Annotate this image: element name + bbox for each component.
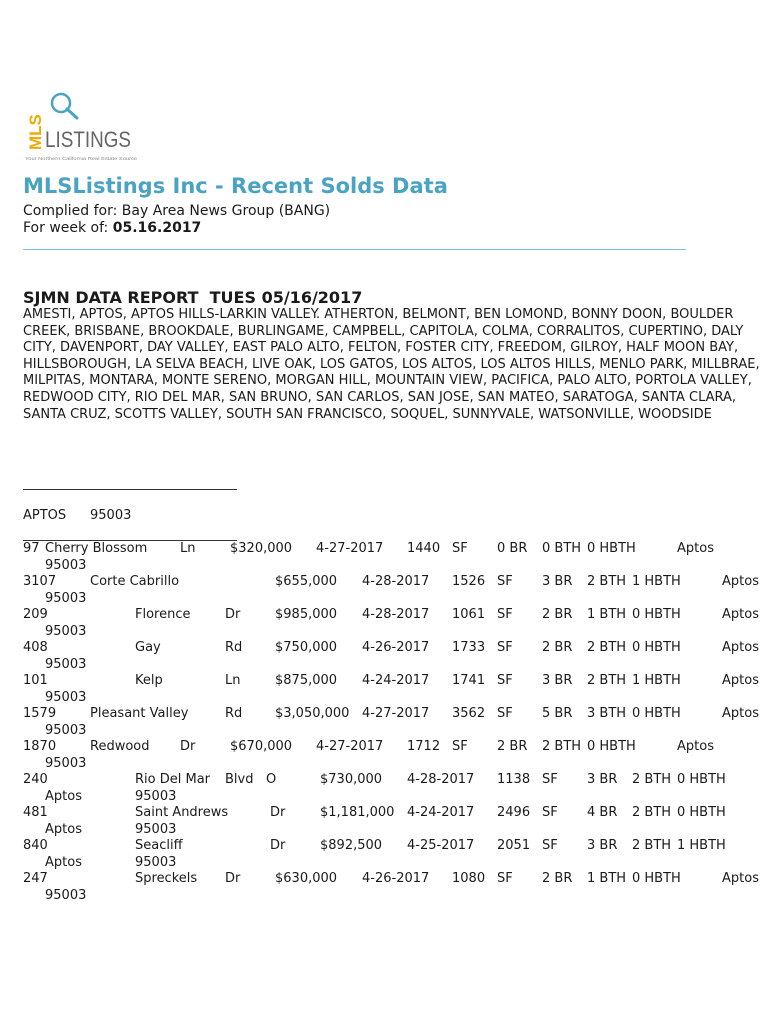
sale-bth: 2 BTH [632,838,672,853]
section-city: APTOS [23,508,67,523]
sale-sqft: 1138 [497,772,531,787]
sale-num: 247 [23,871,48,886]
page-title: MLSListings Inc - Recent Solds Data [23,174,448,198]
sale-bth: 1 BTH [587,871,627,886]
mls-listings-logo [23,88,153,168]
sale-br: 2 BR [497,739,528,754]
sale-type: Rd [225,706,243,721]
sale-city: Aptos [722,871,759,886]
compiled-for [23,203,330,219]
city-list: AMESTI, APTOS, APTOS HILLS-LARKIN VALLEY. ATHERTON, BELMONT, BEN LOMOND, BONNY DOON, BOULDER CREEK, BRISBANE, BROOKDALE, BURLINGAME, CAMPBELL, CAPITOLA, COLMA, CORRALITOS, CUPERTINO, DALY CITY, DAVENPORT, DAY VALLEY, EAST PALO ALTO, FELTON, FOSTER CITY, FREEDOM, GILROY, HALF MOON BAY, HILLSBOROUGH, LA SELVA BEACH, LIVE OAK, LOS GATOS, LOS ALTOS, LOS ALTOS HILLS, MENLO PARK, MILLBRAE, MILPITAS, MONTARA, MONTE SERENO, MORGAN HILL, MOUNTAIN VIEW, PACIFICA, PALO ALTO, PORTOLA VALLEY, REDWOOD CITY, RIO DEL MAR, SAN BRUNO, SAN CARLOS, SAN JOSE, SAN MATEO, SARATOGA, SANTA CLARA, SANTA CRUZ, SCOTTS VALLEY, SOUTH SAN FRANCISCO, SOQUEL, SUNNYVALE, WATSONVILLE, WOODSIDE [23,307,760,422]
sale-extra: O [266,772,277,787]
sale-num: 1870 [23,739,57,754]
sale-zip: 95003 [45,623,87,639]
sale-sqft: 3562 [452,706,486,721]
sale-num: 209 [23,607,48,622]
magnifier-logo-icon [23,88,153,168]
sale-sqft: 1440 [407,541,441,556]
sale-num: 240 [23,772,48,787]
sale-street: Corte Cabrillo [90,574,180,589]
sale-hbth: 1 HBTH [632,574,681,589]
sale-br: 2 BR [542,871,573,886]
sale-city: Aptos [722,607,759,622]
sale-sf: SF [497,607,513,622]
sale-zip: 95003 [45,722,87,738]
sale-row [0,871,768,904]
sale-street: Florence [135,607,191,622]
sale-sf: SF [452,739,468,754]
sale-num: 408 [23,640,48,655]
sale-zip: 95003 [135,854,177,870]
sale-type: Dr [180,739,196,754]
sale-type: Dr [225,607,241,622]
sale-hbth: 0 HBTH [587,541,636,556]
sale-hbth: 0 HBTH [632,871,681,886]
sale-price: $1,181,000 [320,805,395,820]
sale-bth: 2 BTH [587,574,627,589]
sale-city: Aptos [677,541,714,556]
sale-price: $730,000 [320,772,383,787]
sale-bth: 2 BTH [587,640,627,655]
logo-wordmark: LISTINGS [45,127,131,152]
sale-bth: 1 BTH [587,607,627,622]
sale-sqft: 1741 [452,673,486,688]
sale-sf: SF [452,541,468,556]
sale-sqft: 1712 [407,739,441,754]
sale-city: Aptos [722,640,759,655]
sale-row [0,739,768,772]
sale-hbth: 1 HBTH [677,838,726,853]
sale-bth: 2 BTH [587,673,627,688]
logo-mark: MLS [26,114,45,150]
sale-hbth: 0 HBTH [587,739,636,754]
sale-price: $985,000 [275,607,338,622]
sale-zip: 95003 [135,788,177,804]
sale-price: $750,000 [275,640,338,655]
sale-sqft: 2496 [497,805,531,820]
sale-type: Dr [270,805,286,820]
sale-zip: 95003 [45,689,87,705]
sale-num: 481 [23,805,48,820]
sale-price: $670,000 [230,739,293,754]
sale-date: 4-24-2017 [362,673,430,688]
sale-zip: 95003 [45,590,87,606]
sale-city: Aptos [45,821,82,837]
sale-num: 97 [23,541,40,556]
sale-row [0,673,768,706]
sale-price: $3,050,000 [275,706,350,721]
sale-row [0,574,768,607]
sale-street: Saint Andrews [135,805,229,820]
sale-sqft: 2051 [497,838,531,853]
sale-hbth: 0 HBTH [677,772,726,787]
sale-street: Pleasant Valley [90,706,189,721]
sale-street: Rio Del Mar [135,772,211,787]
week-of [23,220,201,236]
sale-price: $320,000 [230,541,293,556]
sale-hbth: 0 HBTH [632,706,681,721]
sale-city: Aptos [722,574,759,589]
sale-zip: 95003 [45,656,87,672]
sale-type: Ln [225,673,241,688]
sale-br: 0 BR [497,541,528,556]
sale-br: 3 BR [542,574,573,589]
sale-date: 4-26-2017 [362,871,430,886]
sale-price: $875,000 [275,673,338,688]
sale-date: 4-27-2017 [362,706,430,721]
sale-bth: 2 BTH [632,772,672,787]
report-title: SJMN DATA REPORT TUES 05/16/2017 [23,288,363,307]
sale-row [0,541,768,574]
sale-br: 3 BR [587,772,618,787]
header-divider [23,249,686,250]
sale-city: Aptos [722,706,759,721]
section-divider-top [23,489,237,490]
sale-sqft: 1733 [452,640,486,655]
week-value: 05.16.2017 [112,220,202,236]
sale-num: 1579 [23,706,57,721]
sale-br: 5 BR [542,706,573,721]
sale-date: 4-28-2017 [362,607,430,622]
sale-street: Redwood [90,739,150,754]
sale-br: 4 BR [587,805,618,820]
week-label: For week of: [23,220,109,236]
sale-street: Cherry Blossom [45,541,148,556]
sale-street: Gay [135,640,161,655]
sale-city: Aptos [677,739,714,754]
sale-row [0,838,768,871]
sale-date: 4-27-2017 [316,739,384,754]
sale-type: Rd [225,640,243,655]
sale-sf: SF [542,772,558,787]
sale-zip: 95003 [45,887,87,903]
sale-city: Aptos [45,854,82,870]
sale-sqft: 1061 [452,607,486,622]
sale-bth: 0 BTH [542,541,582,556]
sale-type: Blvd [225,772,254,787]
sale-row [0,607,768,640]
sale-street: Seacliff [135,838,183,853]
sale-br: 2 BR [542,607,573,622]
sale-type: Dr [270,838,286,853]
sale-sf: SF [497,574,513,589]
sale-date: 4-27-2017 [316,541,384,556]
sale-zip: 95003 [45,755,87,771]
sale-zip: 95003 [135,821,177,837]
sale-sqft: 1526 [452,574,486,589]
sale-row [0,772,768,805]
sale-hbth: 0 HBTH [632,607,681,622]
compiled-value: Bay Area News Group (BANG) [121,203,331,219]
sale-row [0,640,768,673]
sale-bth: 2 BTH [542,739,582,754]
sale-date: 4-24-2017 [407,805,475,820]
sale-street: Kelp [135,673,163,688]
sale-num: 3107 [23,574,57,589]
sale-date: 4-28-2017 [407,772,475,787]
sale-bth: 2 BTH [632,805,672,820]
sale-row [0,805,768,838]
sale-sf: SF [497,871,513,886]
sale-type: Dr [225,871,241,886]
sale-sf: SF [542,838,558,853]
sale-br: 3 BR [587,838,618,853]
sale-city: Aptos [722,673,759,688]
section-zip: 95003 [90,508,132,523]
sale-zip: 95003 [45,557,87,573]
sale-num: 101 [23,673,48,688]
logo-tagline: Your Northern California Real Estate Source [25,156,138,161]
sale-city: Aptos [45,788,82,804]
sale-price: $630,000 [275,871,338,886]
sale-price: $892,500 [320,838,383,853]
sale-hbth: 0 HBTH [677,805,726,820]
sale-date: 4-26-2017 [362,640,430,655]
sale-street: Spreckels [135,871,198,886]
sale-type: Ln [180,541,196,556]
sale-date: 4-28-2017 [362,574,430,589]
sale-sf: SF [497,640,513,655]
sale-num: 840 [23,838,48,853]
sale-sf: SF [497,706,513,721]
sale-br: 3 BR [542,673,573,688]
sale-price: $655,000 [275,574,338,589]
sale-date: 4-25-2017 [407,838,475,853]
sale-hbth: 1 HBTH [632,673,681,688]
sale-sf: SF [542,805,558,820]
sale-bth: 3 BTH [587,706,627,721]
sale-br: 2 BR [542,640,573,655]
sale-hbth: 0 HBTH [632,640,681,655]
sale-sqft: 1080 [452,871,486,886]
sale-row [0,706,768,739]
compiled-label: Complied for: [23,203,118,219]
sale-sf: SF [497,673,513,688]
